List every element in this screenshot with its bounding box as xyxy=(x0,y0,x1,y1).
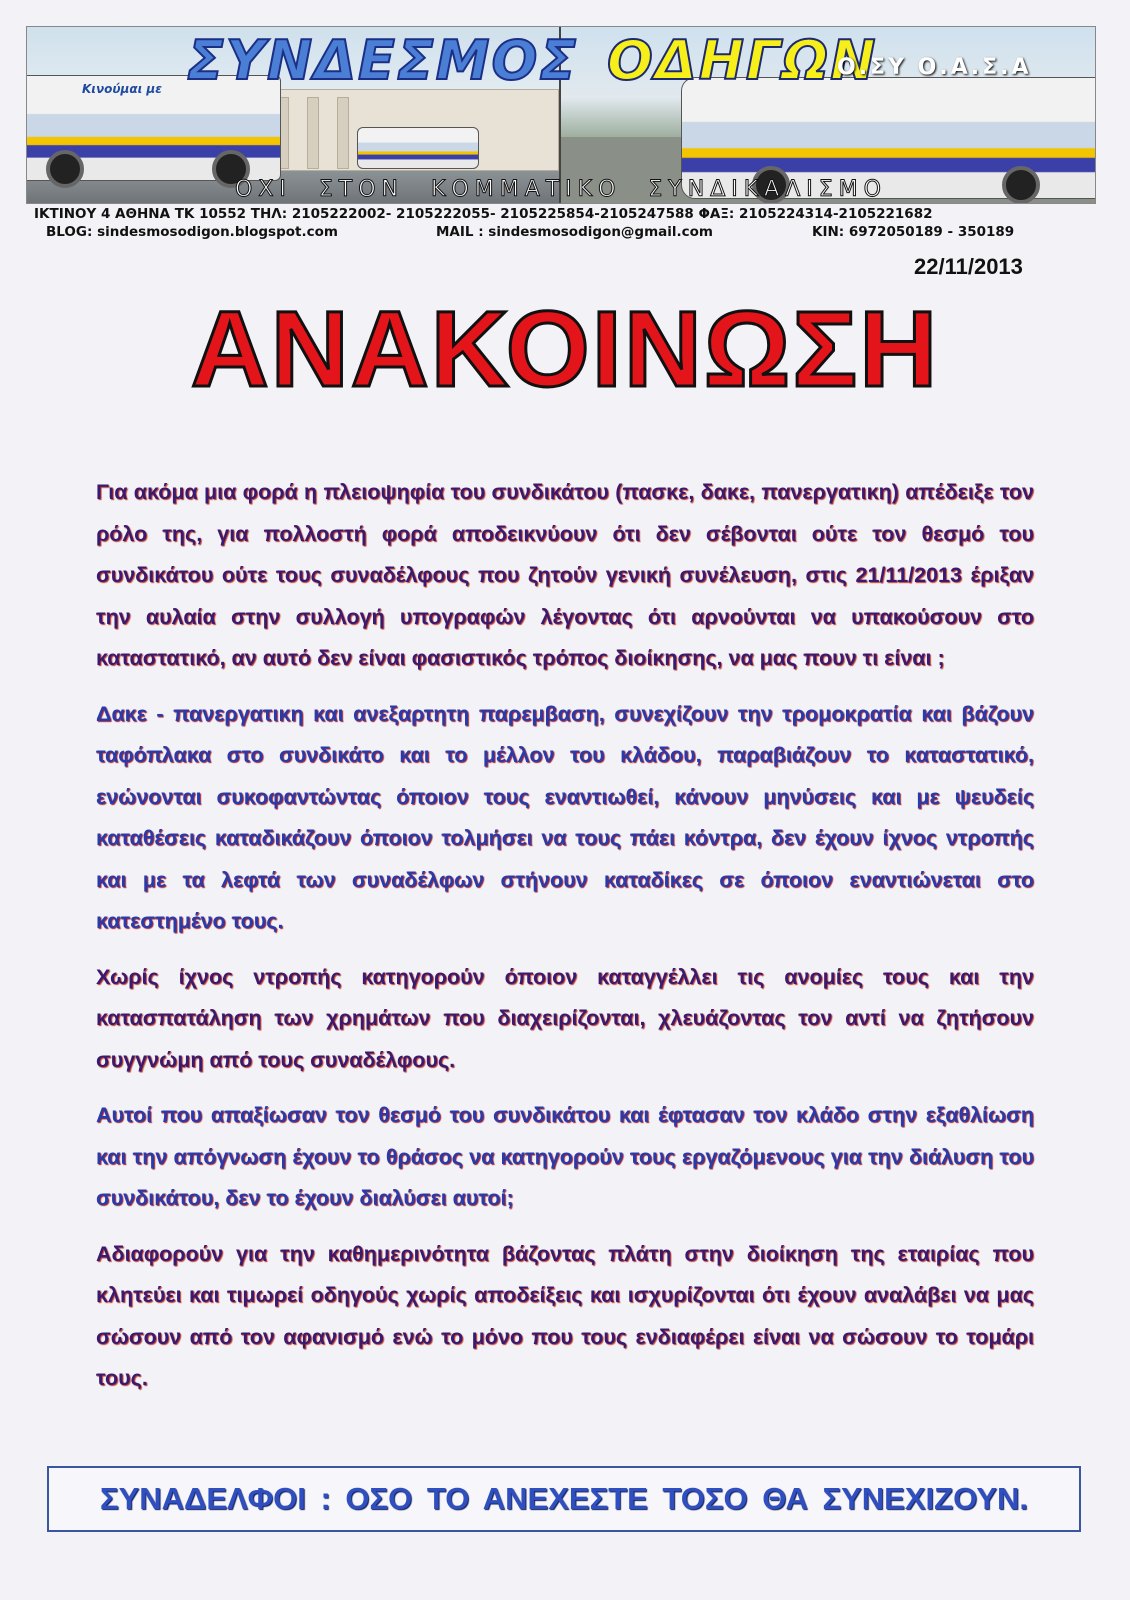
mobile-number: ΚΙΝ: 6972050189 - 350189 xyxy=(812,224,1015,240)
closing-slogan: ΣΥΝΑΔΕΛΦΟΙ : ΟΣΟ ΤΟ ΑΝΕΧΕΣΤΕ ΤΟΣΟ ΘΑ ΣΥΝΕΧΙΖΟΥΝ. xyxy=(99,1481,1029,1516)
mail-link[interactable]: MAIL : sindesmosodigon@gmail.com xyxy=(436,224,713,240)
org-abbreviation: Ο.ΣΥ Ο.Α.Σ.Α xyxy=(837,55,1032,80)
column-image xyxy=(307,97,319,169)
announcement-date: 22/11/2013 xyxy=(914,254,1023,279)
contact-address-line: ΙΚΤΙΝΟΥ 4 ΑΘΗΝΑ ΤΚ 10552 ΤΗΛ: 2105222002- 2105222055- 2105225854-2105247588 ΦΑΞ: 2105224314-2105221682 xyxy=(34,206,933,222)
banner-title-odigon: ΟΔΗΓΩΝ xyxy=(607,29,878,92)
paragraph: Αυτοί που απαξίωσαν τον θεσμό του συνδικάτου και έφτασαν τον κλάδο στην εξαθλίωση και την απόγνωση έχουν το θράσος να κατηγορούν τους εργαζόμενους για την διάλυση του συνδικάτου, δεν το έχουν διαλύσει αυτοί; xyxy=(96,1103,1034,1210)
banner-title-syndesmos: ΣΥΝΔΕΣΜΟΣ xyxy=(187,29,579,92)
column-image xyxy=(337,97,349,169)
bus-ticker-text: Κινούμαι με xyxy=(82,82,162,96)
page-title: ΑΝΑΚΟΙΝΩΣΗ xyxy=(190,288,940,409)
closing-slogan-box xyxy=(47,1466,1081,1532)
announcement-body xyxy=(96,472,1034,1414)
paragraph: Αδιαφορούν για την καθημερινότητα βάζοντας πλάτη στην διοίκηση της εταιρίας που κλητεύει και τιμωρεί οδηγούς χωρίς αποδείξεις και ισχυρίζονται ότι έχουν αναλάβει να μας σώσουν από τον αφανισμό ενώ το μόνο που τους ενδιαφέρει είναι να σώσουν το τομάρι τους. xyxy=(96,1241,1034,1390)
blog-link[interactable]: BLOG: sindesmosodigon.blogspot.com xyxy=(46,224,338,240)
bus-image-distant xyxy=(357,127,479,169)
header-banner xyxy=(26,26,1096,204)
banner-slogan: ΟΧΙ ΣΤΟΝ ΚΟΜΜΑΤΙΚΟ ΣΥΝΔΙΚΑΛΙΣΜΟ xyxy=(235,177,887,202)
paragraph: Για ακόμα μια φορά η πλειοψηφία του συνδικάτου (πασκε, δακε, πανεργατικη) απέδειξε τον ρόλο της, για πολλοστή φορά αποδεικνύουν ότι δεν σέβονται ούτε τον θεσμό του συνδικάτου ούτε τους συναδέλφους που ζητούν γενική συνέλευση, στις 21/11/2013 έριξαν την αυλαία στην συλλογή υπογραφών λέγοντας ότι αρνούνται να υπακούσουν στο καταστατικό, αν αυτό δεν είναι φασιστικός τρόπος διοίκησης, να μας πουν τι είναι ; xyxy=(96,480,1034,670)
paragraph: Δακε - πανεργατικη και ανεξαρτητη παρεμβαση, συνεχίζουν την τρομοκρατία και βάζουν ταφόπλακα στο συνδικάτο και το μέλλον του κλάδου, παραβιάζουν το καταστατικό, ενώνονται συκοφαντώντας όποιον τους εναντιωθεί, κάνουν μηνύσεις και με ψευδείς καταθέσεις καταδικάζουν όποιον τολμήσει να τους πάει κόντρα, δεν έχουν ίχνος ντροπής και με τα λεφτά των συναδέλφων στήνουν καταδίκες σε όποιον εναντιώνεται στο κατεστημένο τους. xyxy=(96,701,1034,933)
paragraph: Χωρίς ίχνος ντροπής κατηγορούν όποιον καταγγέλλει τις ανομίες τους και την κατασπατάληση των χρημάτων που διαχειρίζονται, χλευάζοντας τον αντί να ζητήσουν συγγνώμη από τους συναδέλφους. xyxy=(96,964,1034,1072)
